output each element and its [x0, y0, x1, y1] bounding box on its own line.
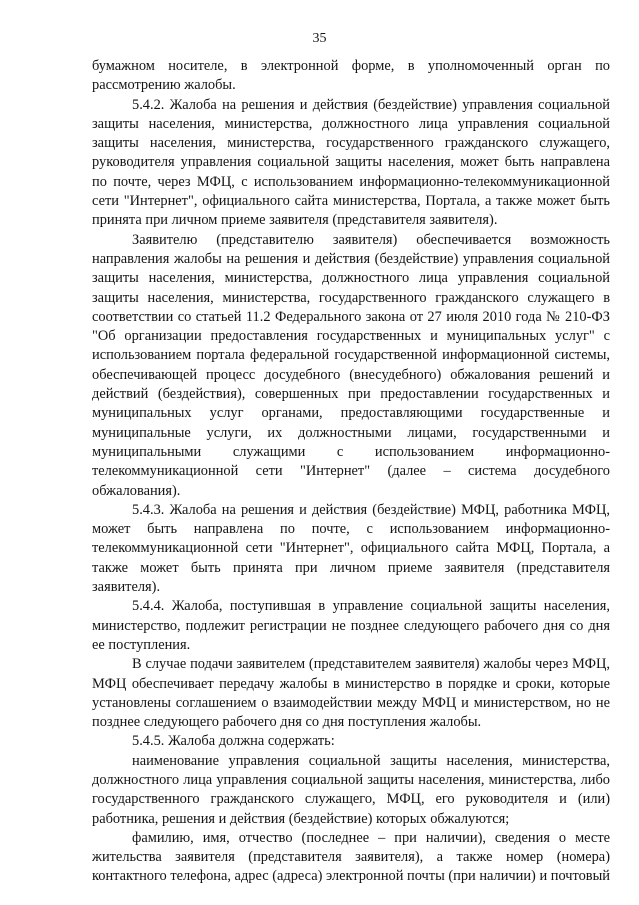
- page-number: 35: [312, 31, 327, 46]
- paragraph-complaint-content-name: наименование управления социальной защиты населения, министерства, должностного лица управления социальной защиты населения, министерства, либо государственного гражданского служащего, МФЦ, его руководителя и (или) работника, решения и действия (бездействие) которых обжалуются;: [92, 752, 610, 827]
- paragraph-5-4-3: 5.4.3. Жалоба на решения и действия (бездействие) МФЦ, работника МФЦ, может быть направлена по почте, с использованием информационно-телекоммуникационной сети "Интернет", официального сайта МФЦ, Портала, а также может быть принята при личном приеме заявителя (представителя заявителя).: [92, 501, 610, 596]
- paragraph-5-4-5: 5.4.5. Жалоба должна содержать:: [132, 733, 335, 750]
- paragraph-5-4-2: 5.4.2. Жалоба на решения и действия (бездействие) управления социальной защиты населения, министерства, должностного лица управления социальной защиты населения, министерства, государственного гражданского служащего, руководителя управления социальной защиты населения, может быть направлена по почте, через МФЦ, с использованием информационно-телекоммуникационной сети "Интернет", официального сайта министерства, Портала, а также может быть принята при личном приеме заявителя (представителя заявителя).: [92, 96, 610, 229]
- paragraph-complaint-content-applicant: фамилию, имя, отчество (последнее – при наличии), сведения о месте жительства заявителя (представителя заявителя), а также номер (номера) контактного телефона, адрес (адреса) электронной почты (при наличии) и почтовый: [92, 829, 610, 885]
- paragraph-applicant-pretrial-system: Заявителю (представителю заявителя) обеспечивается возможность направления жалобы на решения и действия (бездействие) управления социальной защиты населения, министерства, должностного лица управления социальной защиты населения, министерства, государственного гражданского служащего в соответствии со статьей 11.2 Федерального закона от 27 июля 2010 года № 210-ФЗ "Об организации предоставления государственных и муниципальных услуг" с использованием портала федеральной государственной информационной системы, обеспечивающей процесс досудебного (внесудебного) обжалования решений и действий (бездействия), совершенных при предоставлении государственных и муниципальных услуг органами, предоставляющими государственные и муниципальные услуги, их должностными лицами, государственными и муниципальными служащими с использованием информационно-телекоммуникационной сети "Интернет" (далее – система досудебного обжалования).: [92, 231, 610, 499]
- paragraph-5-4-4: 5.4.4. Жалоба, поступившая в управление социальной защиты населения, министерство, подлежит регистрации не позднее следующего рабочего дня со дня ее поступления.: [92, 598, 610, 653]
- paragraph-mfc-transfer: В случае подачи заявителем (представителем заявителя) жалобы через МФЦ, МФЦ обеспечивает передачу жалобы в министерство в порядке и сроки, которые установлены соглашением о взаимодействии между МФЦ и министерством, но не позднее следующего рабочего дня со дня поступления жалобы.: [92, 656, 610, 731]
- paragraph-continuation: бумажном носителе, в электронной форме, в уполномоченный орган по рассмотрению жалобы.: [92, 58, 610, 94]
- document-body: [92, 57, 610, 887]
